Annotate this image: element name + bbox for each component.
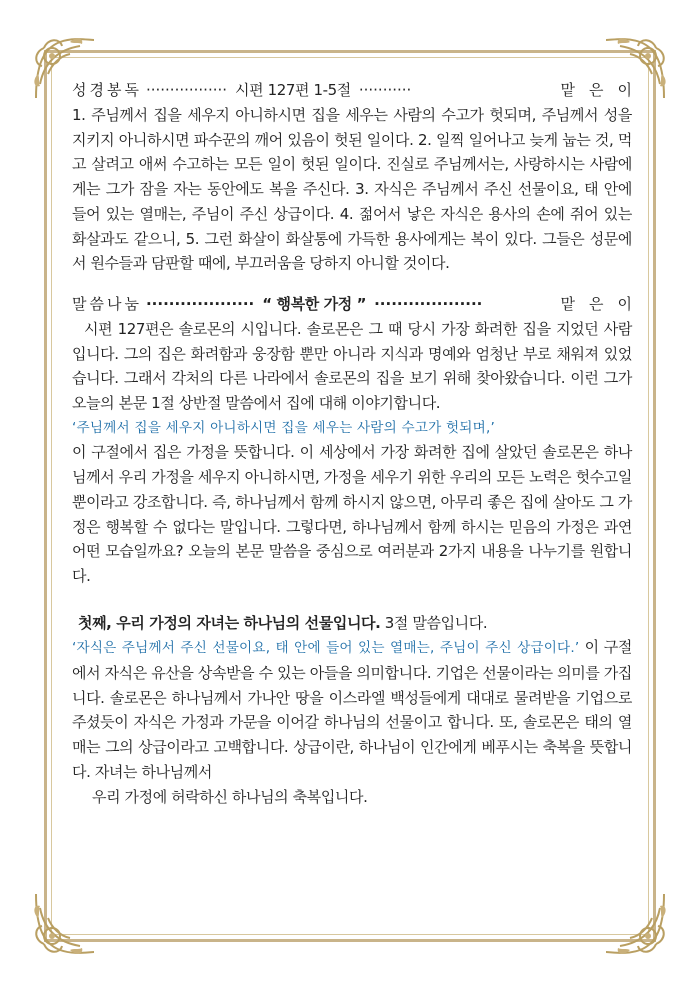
point-one-heading: 첫째, 우리 가정의 자녀는 하나님의 선물입니다. — [78, 613, 381, 632]
leader-dots: ··········· — [358, 81, 412, 99]
reading-reference: 시편 127편 1-5절 — [235, 81, 351, 99]
point-one-body — [72, 635, 632, 784]
point-one-reference: 3절 말씀입니다. — [380, 613, 488, 632]
sermon-intro: 시편 127편은 솔로몬의 시입니다. 솔로몬은 그 때 당시 가장 화려한 집을 지었던 사람입니다. 그의 집은 화려함과 웅장함 뿐만 아니라 지식과 명예와 엄청난 부로 채워져 있었습니다. 그래서 각처의 다른 나라에서 솔로몬의 집을 보기 위해 찾아왔습니다. 이런 그가 오늘의 본문 1절 상반절 말씀에서 집에 대해 이야기합니다. — [72, 319, 632, 413]
bulletin-content — [72, 78, 646, 809]
reading-label: 성경봉독 — [72, 81, 142, 99]
ornament-corner-icon — [30, 888, 100, 958]
point-one-closing: 우리 가정에 허락하신 하나님의 축복입니다. — [92, 787, 368, 806]
sermon-label: 말씀나눔 — [72, 294, 142, 313]
leader-dots: ··················· — [374, 294, 483, 313]
ornament-corner-icon — [600, 888, 670, 958]
point-one-text: 이 구절에서 자식은 유산을 상속받을 수 있는 아들을 의미합니다. 기업은 선물이라는 의미를 가집니다. 솔로몬은 하나님께서 가나안 땅을 이스라엘 백성들에게 대대로 물려받을 기업으로 주셨듯이 자식은 가정과 가문을 이어갈 하나님의 선물이고 합니다. 또, 솔로몬은 태의 열매는 그의 상급이라고 고백합니다. 상급이란, 하나님이 인간에게 베푸시는 축복을 뜻합니다. 자녀는 하나님께서 — [72, 638, 632, 781]
reading-header — [72, 78, 646, 103]
scripture-quote: ‘자식은 주님께서 주신 선물이요, 태 안에 들어 있는 열매는, 주님이 주신 상급이다.’ — [72, 640, 580, 657]
sermon-title: “ 행복한 가정 ” — [262, 294, 367, 313]
sermon-header — [72, 292, 646, 317]
reading-text: 1. 주님께서 집을 세우지 아니하시면 집을 세우는 사람의 수고가 헛되며, 주님께서 성을 지키지 아니하시면 파수꾼의 깨어 있음이 헛된 일이다. 2. 일찍 일어나고 늦게 눕는 것, 먹고 살려고 애써 수고하는 모든 일이 헛된 일이다. 진실로 주님께서는, 사랑하시는 사람에게는 그가 잠을 자는 동안에도 복을 주신다. 3. 자식은 주님께서 주신 선물이요, 태 안에 들어 있는 열매는, 주님이 주신 상급이다. 4. 젊어서 낳은 자식은 용사의 손에 쥐어 있는 화살과도 같으니, 5. 그런 화살이 화살통에 가득한 용사에게는 복이 있다. 그들은 성문에서 원수들과 담판할 때에, 부끄러움을 당하지 아니할 것이다. — [72, 106, 632, 273]
sermon-author: 맡은이 — [560, 294, 646, 313]
leader-dots: ················· — [145, 81, 228, 99]
sermon-body: 이 구절에서 집은 가정을 뜻합니다. 이 세상에서 가장 화려한 집에 살았던 솔로몬은 하나님께서 우리 가정을 세우지 아니하시면, 가정을 세우기 위한 우리의 모든 노력은 헛수고일 뿐이라고 강조합니다. 즉, 하나님께서 함께 하시지 않으면, 아무리 좋은 집에 살아도 그 가정은 행복할 수 없다는 말입니다. 그렇다면, 하나님께서 함께 하시는 믿음의 가정은 과연 어떤 모습일까요? 오늘의 본문 말씀을 중심으로 여러분과 2가지 내용을 나누기를 원합니다. — [72, 443, 632, 585]
reading-author: 맡은이 — [560, 81, 646, 99]
point-one-heading-line — [72, 611, 632, 636]
scripture-quote: ‘주님께서 집을 세우지 아니하시면 집을 세우는 사람의 수고가 헛되며,’ — [72, 419, 496, 436]
leader-dots: ··················· — [145, 294, 255, 313]
